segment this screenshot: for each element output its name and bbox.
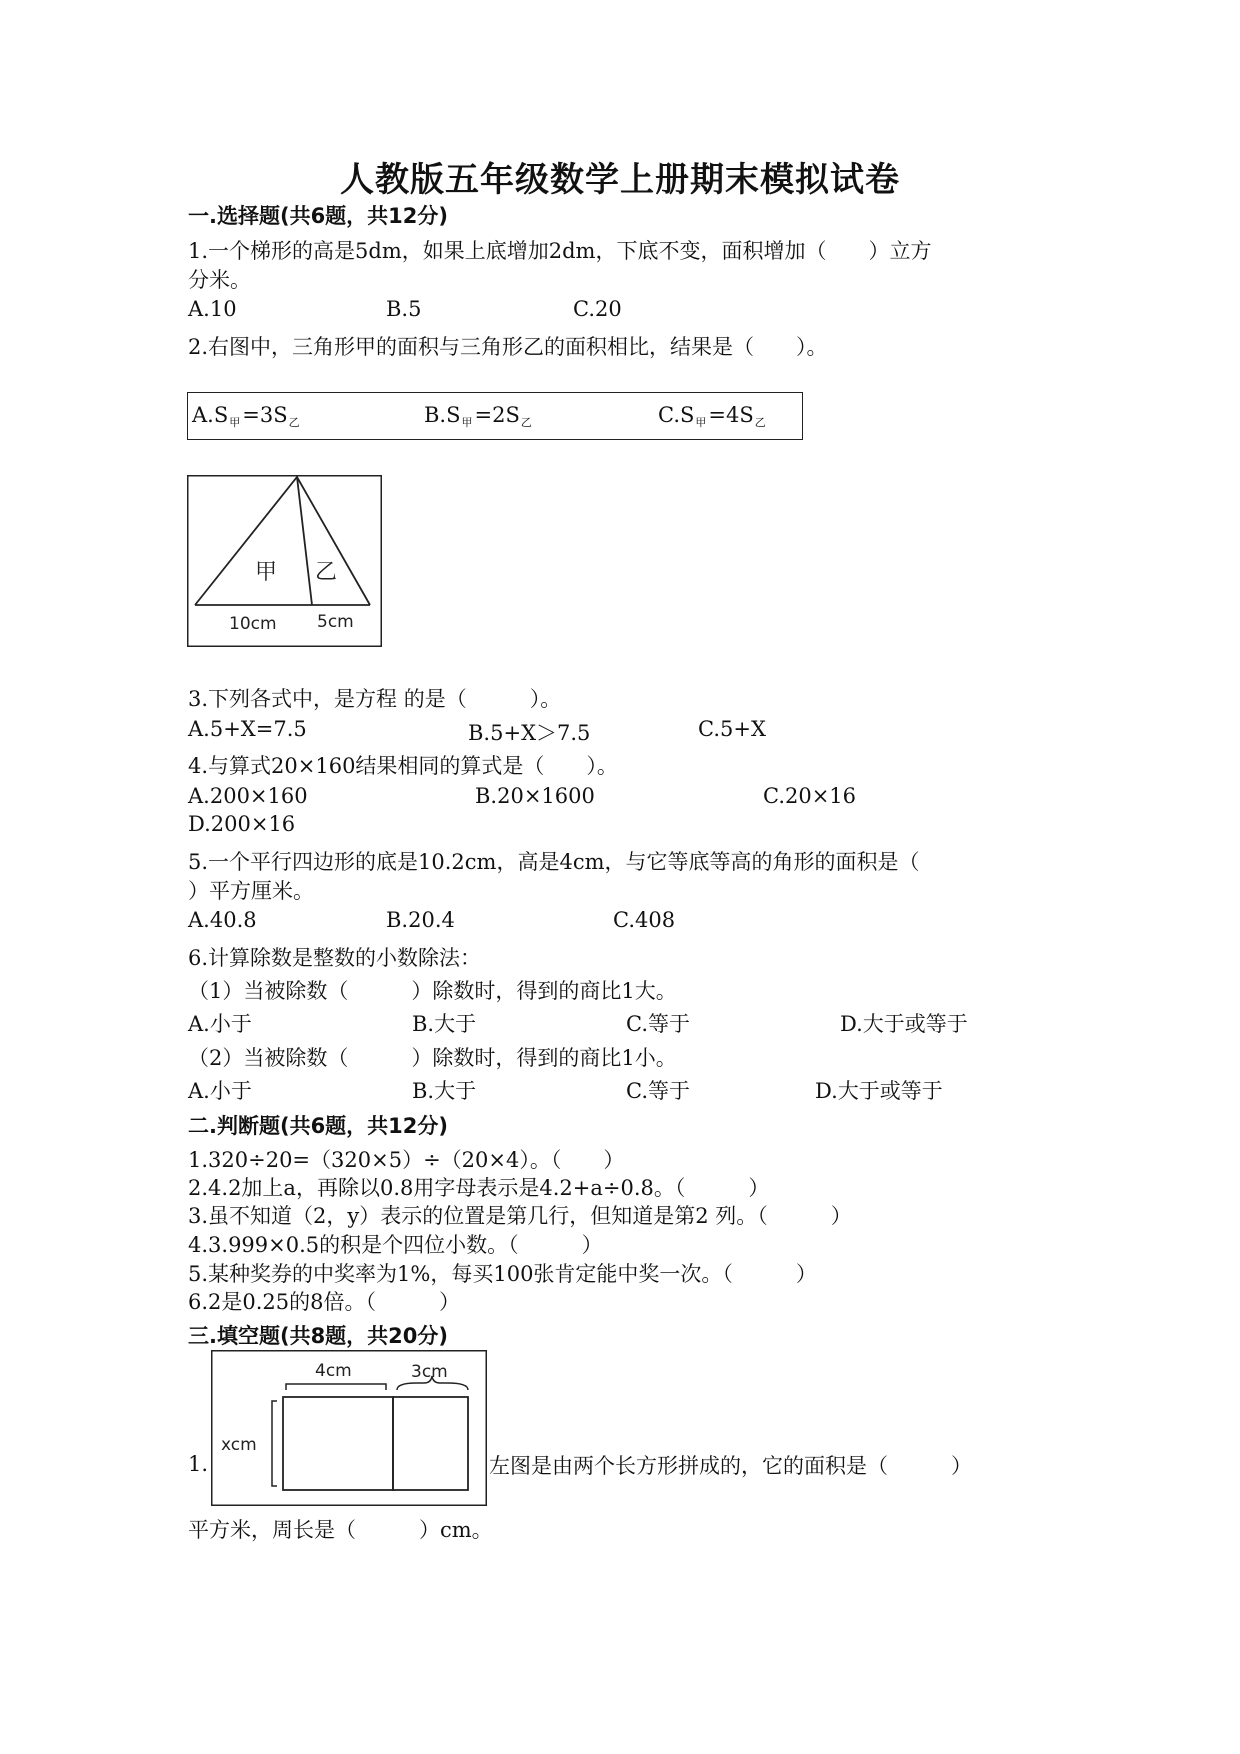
triangle-outline [195,477,370,605]
fill-q1-line2: 平方米，周长是（ ）cm。 [188,1518,493,1542]
question-2-text: 2.右图中，三角形甲的面积与三角形乙的面积相比，结果是（ ）。 [188,335,828,359]
question-6-text: 6.计算除数是整数的小数除法： [188,946,482,970]
label-base-right: 5cm [317,612,354,632]
q6-part1-option-c: C.等于 [626,1012,690,1036]
q6-part2-option-d: D.大于或等于 [815,1079,943,1103]
judgement-item-1: 1.320÷20=（320×5）÷（20×4）。（ ） [188,1148,625,1172]
judgement-item-3: 3.虽不知道（2，y）表示的位置是第几行，但知道是第2 列。（ ） [188,1204,852,1228]
fill-q1-number: 1. [188,1452,209,1476]
q4-option-c: C.20×16 [763,784,857,808]
section-heading-fill: 三.填空题(共8题，共20分) [188,1324,449,1348]
question-5-line1: 5.一个平行四边形的底是10.2cm，高是4cm，与它等底等高的角形的面积是（ [188,850,920,874]
label-yi: 乙 [315,560,338,585]
q5-option-a: A.40.8 [188,908,257,932]
q3-option-b: B.5+X＞7.5 [468,721,591,745]
question-6-part2: （2）当被除数（ ）除数时，得到的商比1小。 [188,1046,677,1070]
section-heading-judgement: 二.判断题(共6题，共12分) [188,1114,449,1138]
q6-part2-option-c: C.等于 [626,1079,690,1103]
rectangle-left [283,1397,393,1490]
q3-option-a: A.5+X=7.5 [188,717,307,741]
q6-part1-option-b: B.大于 [412,1012,477,1036]
q1-option-b: B.5 [386,297,422,321]
q3-option-c: C.5+X [698,717,766,741]
label-side: xcm [221,1435,257,1455]
section-heading-choice: 一.选择题(共6题，共12分) [188,204,449,228]
q2-option-a: $A.S_甲=3S_乙$ [192,403,300,429]
judgement-item-4: 4.3.999×0.5的积是个四位小数。（ ） [188,1233,603,1257]
fill-q1-rectangle-figure [211,1350,487,1506]
question-3-text: 3.下列各式中，是方程 的是（ ）。 [188,687,562,711]
q6-part2-option-a: A.小于 [188,1079,252,1103]
question-1-line1: 1.一个梯形的高是5dm，如果上底增加2dm，下底不变，面积增加（ ）立方 [188,239,932,263]
judgement-item-6: 6.2是0.25的8倍。（ ） [188,1290,461,1314]
q6-part1-option-a: A.小于 [188,1012,252,1036]
label-base-left: 10cm [229,614,277,634]
side-brace [272,1401,277,1486]
label-top-left: 4cm [315,1361,352,1381]
q2-option-c: $C.S_甲=4S_乙$ [658,403,766,429]
fill-q1-text-right: 左图是由两个长方形拼成的，它的面积是（ ） [489,1454,972,1478]
q1-option-a: A.10 [188,297,237,321]
judgement-item-2: 2.4.2加上a，再除以0.8用字母表示是4.2+a÷0.8。（ ） [188,1176,770,1200]
question-1-line2: 分米。 [188,268,251,292]
q4-option-d: D.200×16 [188,812,296,836]
question-6-part1: （1）当被除数（ ）除数时，得到的商比1大。 [188,979,677,1003]
q6-part2-option-b: B.大于 [412,1079,477,1103]
label-jia: 甲 [255,560,278,585]
question-5-line2: ）平方厘米。 [188,879,314,903]
page-title: 人教版五年级数学上册期末模拟试卷 [340,160,900,200]
triangle-divider [297,477,312,605]
q2-triangle-figure [187,475,382,647]
q2-options-box [187,392,803,440]
q5-option-b: B.20.4 [386,908,455,932]
q4-option-a: A.200×160 [188,784,308,808]
q2-option-b: $B.S_甲=2S_乙$ [424,403,532,429]
q6-part1-option-d: D.大于或等于 [840,1012,968,1036]
rectangle-right [393,1397,468,1490]
top-brace-left [286,1384,386,1390]
question-4-text: 4.与算式20×160结果相同的算式是（ ）。 [188,754,618,778]
q1-option-c: C.20 [573,297,622,321]
judgement-item-5: 5.某种奖券的中奖率为1%，每买100张肯定能中奖一次。（ ） [188,1262,817,1286]
q4-option-b: B.20×1600 [475,784,595,808]
q5-option-c: C.408 [613,908,676,932]
label-top-right: 3cm [411,1362,448,1382]
